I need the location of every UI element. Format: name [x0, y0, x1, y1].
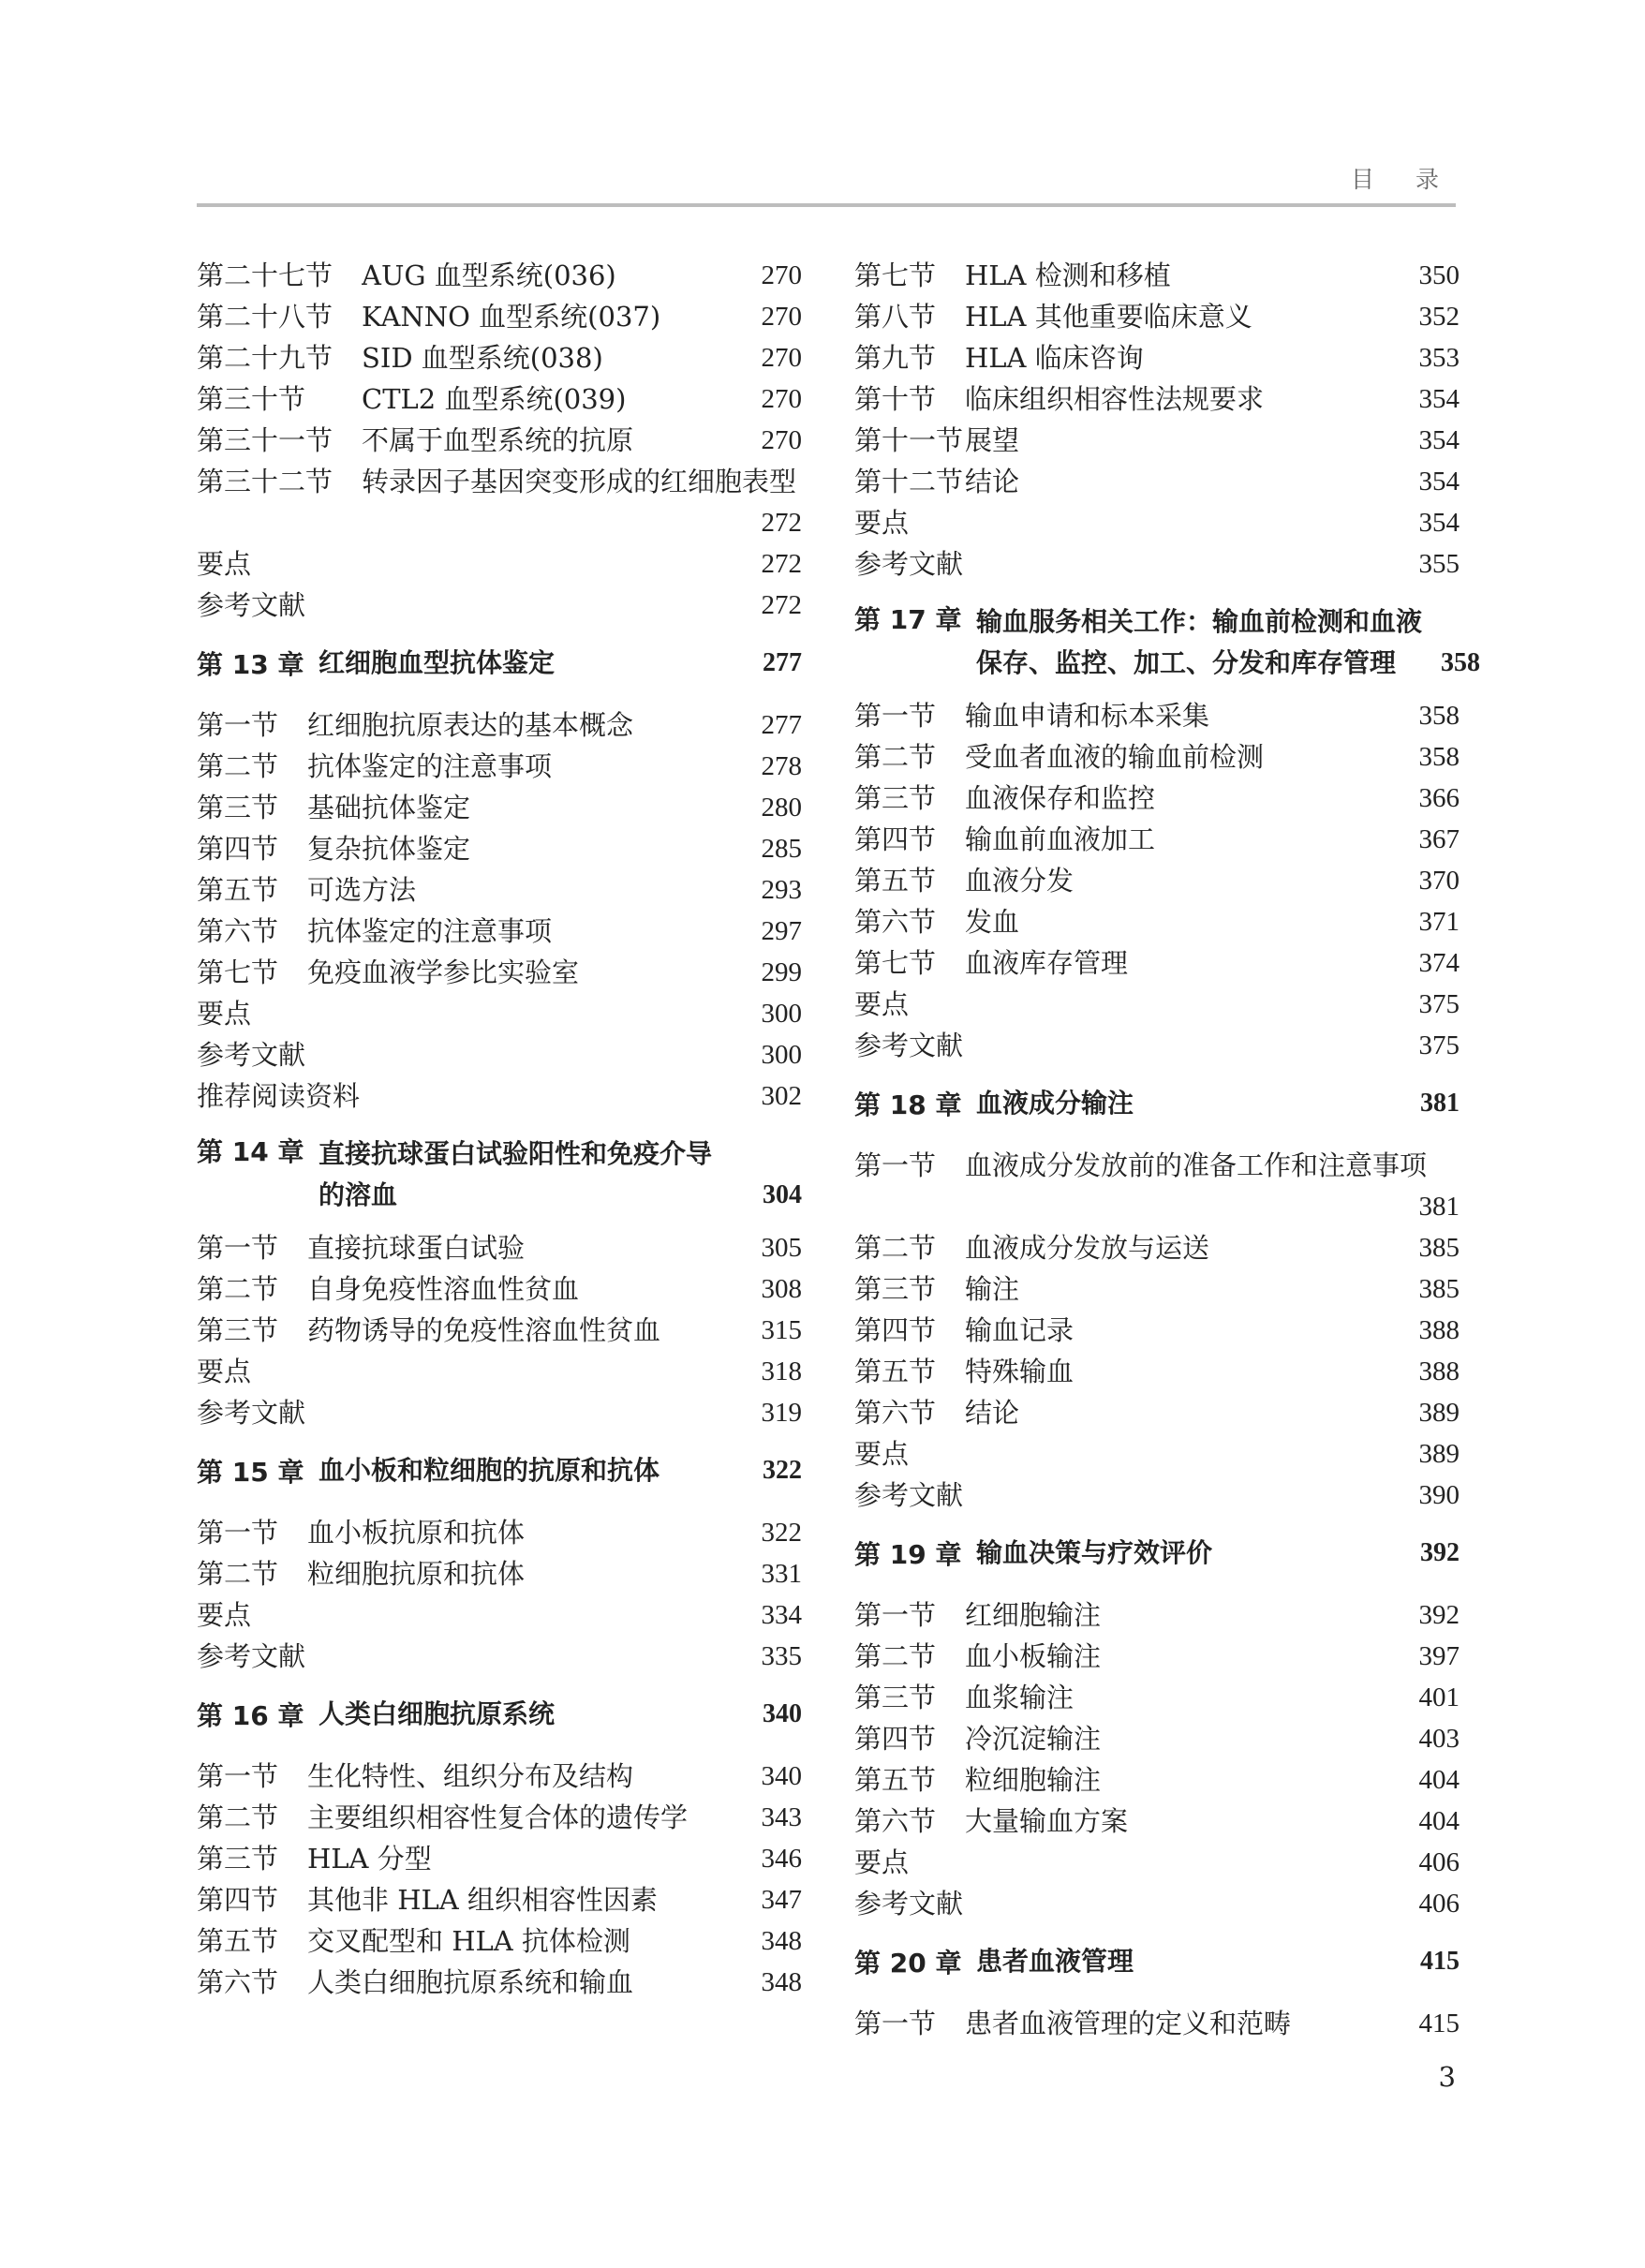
section-label: 第四节: [197, 1884, 279, 1916]
section-label: 第三节: [197, 1314, 279, 1346]
section-label: 第二十七节: [197, 259, 333, 291]
toc-entry[interactable]: [197, 583, 802, 624]
page-ref: 375: [1418, 989, 1460, 1019]
section-title: 患者血液管理的定义和范畴: [965, 2008, 1292, 2039]
page-ref: 346: [761, 1844, 802, 1874]
toc-right-column: [854, 253, 1480, 2042]
toc-entry[interactable]: [197, 1634, 802, 1675]
section-label: 第三节: [197, 792, 279, 823]
page-ref: 315: [761, 1315, 802, 1345]
section-title: HLA 分型: [307, 1843, 432, 1875]
section-title: 血液库存管理: [965, 947, 1129, 979]
section-title: 粒细胞输注: [965, 1764, 1102, 1796]
section-label: 第二节: [197, 1558, 279, 1590]
chapter-title: 血液成分输注: [976, 1088, 1134, 1119]
section-label: 第一节: [197, 709, 279, 741]
section-title: 发血: [965, 906, 1020, 938]
page-ref: 403: [1418, 1724, 1460, 1754]
section-label: 第七节: [854, 259, 937, 291]
section-label: 第六节: [854, 1397, 937, 1429]
toc-section-entry[interactable]: [854, 459, 1460, 500]
section-title: 临床组织相容性法规要求: [965, 383, 1265, 415]
page-ref: 401: [1418, 1682, 1460, 1712]
section-title: AUG 血型系统(036): [362, 259, 616, 291]
chapter-label: 第 14 章: [197, 1136, 304, 1167]
section-label: 第九节: [854, 342, 937, 374]
section-title: 免疫血液学参比实验室: [307, 956, 580, 988]
chapter-label: 第 18 章: [854, 1090, 962, 1120]
header-rule: [197, 203, 1456, 207]
page-ref: 415: [1418, 2009, 1460, 2038]
toc-chapter-heading[interactable]: [854, 1533, 1460, 1574]
page-ref: 406: [1418, 1847, 1460, 1877]
entry-title: 参考文献: [197, 589, 306, 621]
section-label: 第八节: [854, 301, 937, 333]
toc-section-entry[interactable]: [197, 377, 802, 418]
toc-chapter-heading[interactable]: [197, 1450, 802, 1491]
page-ref: 335: [761, 1641, 802, 1671]
chapter-label: 第 15 章: [197, 1457, 304, 1488]
toc-left-column: [197, 253, 802, 2001]
page-ref: 367: [1418, 824, 1460, 854]
page-ref: 340: [763, 1699, 802, 1728]
page-ref: 392: [1420, 1538, 1460, 1567]
toc-entry[interactable]: [854, 1473, 1460, 1514]
section-title: 可选方法: [307, 874, 417, 906]
section-title: 冷沉淀输注: [965, 1723, 1102, 1755]
chapter-title: 输血决策与疗效评价: [976, 1537, 1213, 1568]
section-title: CTL2 血型系统(039): [362, 383, 627, 415]
running-header: 目 录: [1351, 166, 1456, 193]
section-label: 第七节: [854, 947, 937, 979]
toc-entry[interactable]: [197, 1032, 802, 1074]
page-ref: 302: [761, 1081, 802, 1111]
section-label: 第一节: [854, 1149, 937, 1181]
entry-title: 要点: [197, 1356, 252, 1387]
toc-entry[interactable]: [854, 541, 1460, 583]
section-label: 第二节: [854, 1640, 937, 1672]
section-label: 第三节: [197, 1843, 279, 1875]
entry-title: 参考文献: [854, 548, 964, 580]
page-ref: 397: [1418, 1641, 1460, 1671]
toc-section-entry[interactable]: [197, 1795, 802, 1836]
section-title: 输血申请和标本采集: [965, 700, 1210, 732]
section-title: KANNO 血型系统(037): [362, 301, 661, 333]
section-label: 第二十九节: [197, 342, 333, 374]
page-ref: 299: [761, 957, 802, 987]
page-ref: 354: [1418, 508, 1460, 538]
page-ref: 371: [1418, 907, 1460, 937]
toc-entry[interactable]: [197, 1074, 802, 1115]
page-ref: 388: [1418, 1315, 1460, 1345]
toc-section-entry[interactable]: [854, 418, 1460, 459]
page-ref: 322: [761, 1518, 802, 1548]
toc-section-entry[interactable]: [854, 776, 1460, 817]
toc-section-entry[interactable]: [197, 1960, 802, 2001]
section-label: 第三十一节: [197, 424, 333, 456]
toc-section-entry[interactable]: [197, 950, 802, 991]
toc-chapter-heading[interactable]: [854, 1083, 1460, 1124]
section-title: 药物诱导的免疫性溶血性贫血: [307, 1314, 661, 1346]
toc-section-entry[interactable]: [854, 817, 1460, 858]
section-title: HLA 临床咨询: [965, 342, 1144, 374]
page-ref: 304: [763, 1180, 802, 1209]
toc-section-entry[interactable]: [197, 459, 802, 500]
chapter-title: 人类白细胞抗原系统: [319, 1698, 556, 1729]
toc-section-entry[interactable]: [197, 826, 802, 867]
section-title: 粒细胞抗原和抗体: [307, 1558, 526, 1590]
page-ref: 300: [761, 1040, 802, 1070]
section-title: 抗体鉴定的注意事项: [307, 750, 553, 782]
section-label: 第二节: [854, 1232, 937, 1264]
section-title: 血液成分发放前的准备工作和注意事项: [965, 1149, 1428, 1181]
toc-entry[interactable]: [197, 1390, 802, 1431]
section-title: 红细胞输注: [965, 1599, 1102, 1631]
page-ref: 272: [761, 590, 802, 620]
section-title: 输注: [965, 1273, 1020, 1305]
page-ref: 354: [1418, 467, 1460, 497]
page-ref: 388: [1418, 1356, 1460, 1386]
toc-section-entry[interactable]: [854, 294, 1460, 335]
section-title: 转录因子基因突变形成的红细胞表型: [362, 466, 797, 497]
toc-section-entry[interactable]: [854, 1390, 1460, 1431]
section-title: HLA 检测和移植: [965, 259, 1171, 291]
toc-section-entry[interactable]: [197, 1551, 802, 1593]
section-label: 第六节: [854, 906, 937, 938]
section-label: 第二节: [197, 1273, 279, 1305]
toc-section-entry[interactable]: [854, 941, 1460, 982]
section-label: 第五节: [197, 874, 279, 906]
section-title: 输血记录: [965, 1314, 1074, 1346]
chapter-title-line-2: 保存、监控、加工、分发和库存管理: [976, 647, 1397, 678]
page-ref: 277: [761, 710, 802, 740]
section-label: 第六节: [197, 915, 279, 947]
toc-section-entry[interactable]: [854, 377, 1460, 418]
entry-title: 参考文献: [197, 1039, 306, 1071]
page-ref: 381: [1418, 1192, 1460, 1222]
toc-section-entry[interactable]: [197, 294, 802, 335]
page-ref: 270: [761, 343, 802, 373]
page-ref: 331: [761, 1559, 802, 1589]
section-title: 生化特性、组织分布及结构: [307, 1760, 634, 1792]
chapter-label: 第 16 章: [197, 1700, 304, 1731]
section-title: 血液保存和监控: [965, 782, 1156, 814]
entry-title: 要点: [197, 1599, 252, 1631]
toc-entry[interactable]: [197, 991, 802, 1032]
page-ref: 374: [1418, 948, 1460, 978]
chapter-title: 患者血液管理: [976, 1946, 1134, 1977]
chapter-label: 第 19 章: [854, 1539, 962, 1570]
page-ref: 389: [1418, 1439, 1460, 1469]
toc-entry[interactable]: [854, 1431, 1460, 1473]
page-ref: 390: [1418, 1480, 1460, 1510]
toc-section-entry[interactable]: [854, 1757, 1460, 1799]
section-title: 直接抗球蛋白试验: [307, 1232, 526, 1264]
section-title: 血浆输注: [965, 1682, 1074, 1713]
toc-section-entry[interactable]: [854, 1716, 1460, 1757]
section-label: 第六节: [854, 1805, 937, 1837]
section-title: 其他非 HLA 组织相容性因素: [307, 1884, 658, 1916]
page-ref: 355: [1418, 549, 1460, 579]
page-ref: 406: [1418, 1889, 1460, 1919]
toc-chapter-heading[interactable]: [197, 1694, 802, 1735]
toc-entry[interactable]: [854, 1881, 1460, 1922]
toc-section-entry[interactable]: [197, 867, 802, 909]
page-ref: 353: [1418, 343, 1460, 373]
page-ref: 285: [761, 834, 802, 864]
entry-title: 参考文献: [197, 1640, 306, 1672]
entry-title: 要点: [854, 507, 910, 539]
page-ref: 308: [761, 1274, 802, 1304]
toc-section-entry[interactable]: [197, 1919, 802, 1960]
section-title: HLA 其他重要临床意义: [965, 301, 1252, 333]
page-ref: 392: [1418, 1600, 1460, 1630]
toc-section-entry[interactable]: [854, 1799, 1460, 1840]
toc-entry[interactable]: [854, 500, 1460, 541]
chapter-label: 第 20 章: [854, 1948, 962, 1979]
toc-entry[interactable]: [854, 1840, 1460, 1881]
section-label: 第四节: [197, 833, 279, 865]
toc-section-entry[interactable]: [197, 785, 802, 826]
toc-section-entry[interactable]: [197, 703, 802, 744]
toc-section-entry[interactable]: [854, 1634, 1460, 1675]
toc-chapter-heading[interactable]: [197, 643, 802, 684]
page-ref: 334: [761, 1600, 802, 1630]
page-ref: 381: [1420, 1089, 1460, 1118]
section-title: 红细胞抗原表达的基本概念: [307, 709, 634, 741]
page-ref: 270: [761, 302, 802, 332]
section-title: SID 血型系统(038): [362, 342, 603, 374]
section-title: 输血前血液加工: [965, 823, 1156, 855]
section-label: 第一节: [854, 1599, 937, 1631]
toc-section-entry[interactable]: [854, 335, 1460, 377]
page-ref: 354: [1418, 384, 1460, 414]
section-label: 第十二节: [854, 466, 964, 497]
page-ref: 270: [761, 260, 802, 290]
page-ref: 300: [761, 999, 802, 1029]
page-ref: 270: [761, 425, 802, 455]
section-label: 第六节: [197, 1966, 279, 1998]
toc-section-entry[interactable]: [854, 1267, 1460, 1308]
page-ref: 347: [761, 1885, 802, 1915]
section-title: 血液成分发放与运送: [965, 1232, 1210, 1264]
section-label: 第一节: [197, 1760, 279, 1792]
page-number: 3: [1438, 2061, 1456, 2093]
toc-section-entry[interactable]: [197, 744, 802, 785]
section-title: 人类白细胞抗原系统和输血: [307, 1966, 634, 1998]
toc-entry[interactable]: [197, 1349, 802, 1390]
toc-section-entry[interactable]: [854, 858, 1460, 899]
toc-section-entry[interactable]: [854, 1308, 1460, 1349]
page-ref: 354: [1418, 425, 1460, 455]
page-ref: 272: [761, 508, 802, 538]
section-title: 基础抗体鉴定: [307, 792, 471, 823]
section-label: 第十节: [854, 383, 937, 415]
entry-title: 要点: [197, 548, 252, 580]
toc-section-entry[interactable]: [197, 418, 802, 459]
page-ref: 280: [761, 793, 802, 823]
page-ref: 375: [1418, 1030, 1460, 1060]
chapter-title: [319, 1134, 740, 1216]
page-ref: 352: [1418, 302, 1460, 332]
section-label: 第三节: [854, 1682, 937, 1713]
entry-title: 要点: [854, 988, 910, 1020]
entry-title: 推荐阅读资料: [197, 1080, 361, 1112]
toc-page-continuation: [197, 500, 802, 541]
toc-section-entry[interactable]: [197, 1308, 802, 1349]
toc-section-entry[interactable]: [854, 734, 1460, 776]
section-title: 大量输血方案: [965, 1805, 1129, 1837]
page-ref: 305: [761, 1233, 802, 1263]
toc-section-entry[interactable]: [197, 335, 802, 377]
toc-chapter-heading[interactable]: [197, 1134, 802, 1216]
section-label: 第二十八节: [197, 301, 333, 333]
toc-section-entry[interactable]: [854, 899, 1460, 941]
page-ref: 404: [1418, 1806, 1460, 1836]
section-label: 第二节: [197, 1801, 279, 1833]
section-title: 受血者血液的输血前检测: [965, 741, 1265, 773]
entry-title: 要点: [854, 1846, 910, 1878]
section-label: 第三十二节: [197, 466, 333, 497]
section-label: 第二节: [197, 750, 279, 782]
page-ref: 348: [761, 1967, 802, 1997]
toc-section-entry[interactable]: [854, 1143, 1460, 1184]
toc-section-entry[interactable]: [854, 2001, 1460, 2042]
page-ref: 358: [1418, 701, 1460, 731]
section-title: 特殊输血: [965, 1356, 1074, 1387]
section-title: 交叉配型和 HLA 抗体检测: [307, 1925, 630, 1957]
chapter-title: 红细胞血型抗体鉴定: [319, 647, 556, 678]
section-label: 第五节: [197, 1925, 279, 1957]
page-ref: 404: [1418, 1765, 1460, 1795]
section-label: 第一节: [197, 1232, 279, 1264]
page-ref: 270: [761, 384, 802, 414]
page-ref: 350: [1418, 260, 1460, 290]
chapter-label: 第 17 章: [854, 604, 962, 635]
section-label: 第五节: [854, 865, 937, 897]
chapter-title: 血小板和粒细胞的抗原和抗体: [319, 1455, 660, 1486]
section-label: 第三节: [854, 1273, 937, 1305]
section-label: 第一节: [197, 1517, 279, 1549]
toc-page-continuation: [854, 1184, 1460, 1225]
toc-section-entry[interactable]: [197, 253, 802, 294]
toc-section-entry[interactable]: [197, 1267, 802, 1308]
page-ref: 343: [761, 1802, 802, 1832]
section-title: 自身免疫性溶血性贫血: [307, 1273, 580, 1305]
page-ref: 318: [761, 1356, 802, 1386]
section-label: 第五节: [854, 1356, 937, 1387]
section-label: 第一节: [854, 2008, 937, 2039]
entry-title: 要点: [854, 1438, 910, 1470]
section-label: 第一节: [854, 700, 937, 732]
section-title: 主要组织相容性复合体的遗传学: [307, 1801, 689, 1833]
entry-title: 参考文献: [197, 1397, 306, 1429]
page-ref: 278: [761, 751, 802, 781]
toc-chapter-heading[interactable]: [854, 1941, 1460, 1982]
chapter-title: [976, 601, 1422, 684]
section-title: 复杂抗体鉴定: [307, 833, 471, 865]
section-title: 血液分发: [965, 865, 1074, 897]
toc-entry[interactable]: [197, 1593, 802, 1634]
section-label: 第三十节: [197, 383, 306, 415]
toc-section-entry[interactable]: [197, 909, 802, 950]
section-label: 第四节: [854, 823, 937, 855]
section-label: 第二节: [854, 741, 937, 773]
section-title: 不属于血型系统的抗原: [362, 424, 634, 456]
page-ref: 366: [1418, 783, 1460, 813]
section-label: 第三节: [854, 782, 937, 814]
chapter-title-line-2: 的溶血: [319, 1179, 398, 1210]
toc-entry[interactable]: [854, 982, 1460, 1023]
toc-section-entry[interactable]: [197, 1754, 802, 1795]
section-title: 展望: [965, 424, 1020, 456]
chapter-label: 第 13 章: [197, 649, 304, 680]
entry-title: 要点: [197, 998, 252, 1030]
section-label: 第四节: [854, 1314, 937, 1346]
page-ref: 293: [761, 875, 802, 905]
page-ref: 340: [761, 1761, 802, 1791]
entry-title: 参考文献: [854, 1479, 964, 1511]
toc-section-entry[interactable]: [854, 1349, 1460, 1390]
page-ref: 319: [761, 1398, 802, 1428]
section-title: 结论: [965, 1397, 1020, 1429]
section-label: 第五节: [854, 1764, 937, 1796]
page-ref: 322: [763, 1456, 802, 1485]
page-ref: 385: [1418, 1233, 1460, 1263]
toc-section-entry[interactable]: [197, 1225, 802, 1267]
entry-title: 参考文献: [854, 1888, 964, 1920]
page-ref: 358: [1441, 648, 1480, 677]
page-ref: 297: [761, 916, 802, 946]
chapter-title-line-1: 输血服务相关工作：输血前检测和血液: [976, 606, 1422, 637]
section-title: 抗体鉴定的注意事项: [307, 915, 553, 947]
section-title: 血小板输注: [965, 1640, 1102, 1672]
toc-section-entry[interactable]: [854, 1225, 1460, 1267]
page-ref: 389: [1418, 1398, 1460, 1428]
page-ref: 277: [763, 648, 802, 677]
toc-section-entry[interactable]: [854, 693, 1460, 734]
toc-section-entry[interactable]: [854, 253, 1460, 294]
page-ref: 415: [1420, 1947, 1460, 1976]
toc-section-entry[interactable]: [854, 1593, 1460, 1634]
section-label: 第十一节: [854, 424, 964, 456]
toc-section-entry[interactable]: [854, 1675, 1460, 1716]
section-label: 第七节: [197, 956, 279, 988]
page-ref: 385: [1418, 1274, 1460, 1304]
entry-title: 参考文献: [854, 1030, 964, 1061]
page-ref: 272: [761, 549, 802, 579]
page-ref: 348: [761, 1926, 802, 1956]
page-ref: 358: [1418, 742, 1460, 772]
toc-section-entry[interactable]: [197, 1510, 802, 1551]
toc-entry[interactable]: [197, 541, 802, 583]
page-ref: 370: [1418, 866, 1460, 896]
toc-section-entry[interactable]: [197, 1836, 802, 1877]
toc-entry[interactable]: [854, 1023, 1460, 1064]
toc-section-entry[interactable]: [197, 1877, 802, 1919]
section-title: 结论: [965, 466, 1020, 497]
section-label: 第四节: [854, 1723, 937, 1755]
toc-chapter-heading[interactable]: [854, 601, 1480, 684]
chapter-title-line-1: 直接抗球蛋白试验阳性和免疫介导: [319, 1138, 713, 1169]
section-title: 血小板抗原和抗体: [307, 1517, 526, 1549]
